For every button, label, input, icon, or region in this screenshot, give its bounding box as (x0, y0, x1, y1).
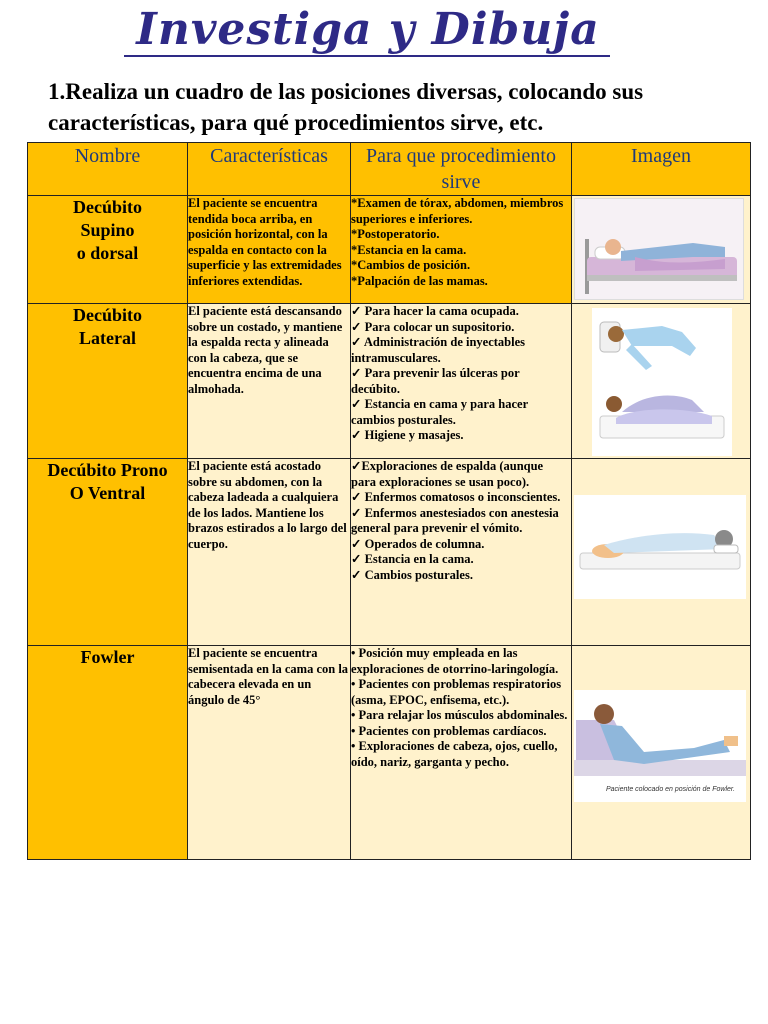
name-line: o dorsal (76, 243, 139, 263)
procedure-item: *Estancia en la cama. (351, 242, 467, 257)
title-underline (124, 55, 610, 57)
procedure-item: ✓ Enfermos anestesiados con anestesia general para prevenir el vómito. (351, 505, 559, 535)
procedure-item: • Pacientes con problemas respiratorios (asma, EPOC, enfisema, etc.). (351, 677, 562, 707)
position-name (28, 196, 188, 304)
procedure-item: ✓ Administración de inyectables intramusculares. (351, 335, 526, 365)
image-cell (572, 304, 751, 459)
procedure-item: ✓ Para colocar un supositorio. (351, 319, 515, 334)
instruction-text: 1.Realiza un cuadro de las posiciones diversas, colocando sus características, para qué procedimientos sirve, etc. (48, 79, 644, 135)
name-line: Decúbito Prono (47, 460, 168, 480)
table-header-row (28, 143, 751, 196)
header-imagen: Imagen (572, 143, 751, 196)
procedure-item: • Posición muy empleada en las exploraciones de otorrino-laringología. (351, 646, 559, 676)
procedure-item: • Exploraciones de cabeza, ojos, cuello, oído, nariz, garganta y pecho. (351, 739, 558, 769)
procedure-item: *Cambios de posición. (351, 258, 471, 272)
procedure-item: ✓ Cambios posturales. (351, 567, 473, 582)
header-procedimiento: Para que procedimiento sirve (351, 143, 572, 196)
procedure-item: *Examen de tórax, abdomen, miembros superiores e inferiores. (351, 196, 564, 226)
image-cell (572, 459, 751, 646)
position-name (28, 646, 188, 860)
name-line: Supino (80, 220, 135, 240)
characteristics-cell: El paciente está acostado sobre su abdomen, con la cabeza ladeada a cualquiera de los lados. Mantiene los brazos estirados a lo largo del cuerpo. (188, 459, 351, 646)
fowler-image-caption: Paciente colocado en posición de Fowler. (606, 786, 735, 793)
table-row (28, 304, 751, 459)
characteristics-cell: El paciente se encuentra tendida boca arriba, en posición horizontal, con la espalda en contacto con la superficie y las extremidades inferiores extendidas. (188, 196, 351, 304)
position-name (28, 304, 188, 459)
header-caracteristicas: Características (188, 143, 351, 196)
page-title: Investiga y Dibuja (136, 4, 600, 55)
characteristics-cell: El paciente se encuentra semisentada en la cama con la cabecera elevada en un ángulo de 45° (188, 646, 351, 860)
image-cell (572, 196, 751, 304)
procedure-item: ✓ Estancia en cama y para hacer cambios posturales. (351, 397, 528, 427)
procedures-cell (351, 459, 572, 646)
procedure-item: • Pacientes con problemas cardíacos. (351, 723, 547, 738)
characteristics-cell: El paciente está descansando sobre un costado, y mantiene la espalda recta y alineada con la cabeza, que se encuentra encima de una almohada. (188, 304, 351, 459)
table-row (28, 459, 751, 646)
position-name (28, 459, 188, 646)
prone-patient-illustration (574, 495, 746, 599)
table-row (28, 646, 751, 860)
image-cell (572, 646, 751, 860)
fowler-patient-illustration (574, 690, 746, 782)
procedures-cell (351, 304, 572, 459)
header-nombre: Nombre (28, 143, 188, 196)
procedure-item: ✓Exploraciones de espalda (aunque para exploraciones se usan poco). (351, 459, 544, 489)
procedure-item: ✓ Operados de columna. (351, 536, 485, 551)
name-line: Fowler (80, 647, 135, 667)
procedures-cell (351, 646, 572, 860)
table-row (28, 196, 751, 304)
procedure-item: ✓ Estancia en la cama. (351, 552, 474, 566)
procedure-item: *Palpación de las mamas. (351, 273, 488, 288)
supine-patient-illustration (574, 198, 744, 300)
procedure-item: ✓ Para prevenir las úlceras por decúbito. (351, 366, 520, 396)
procedure-item: *Postoperatorio. (351, 227, 440, 241)
procedure-item: ✓ Enfermos comatosos o inconscientes. (351, 490, 561, 504)
procedure-item: • Para relajar los músculos abdominales. (351, 708, 568, 722)
procedure-item: ✓ Para hacer la cama ocupada. (351, 304, 519, 318)
positions-table (27, 142, 751, 860)
lateral-patient-illustration (592, 308, 732, 456)
procedure-item: ✓ Higiene y masajes. (351, 428, 464, 442)
name-line: O Ventral (69, 483, 146, 503)
procedures-cell (351, 196, 572, 304)
name-line: Decúbito (73, 305, 142, 325)
name-line: Lateral (79, 328, 136, 348)
name-line: Decúbito (73, 197, 142, 217)
fowler-image-frame (574, 690, 746, 802)
